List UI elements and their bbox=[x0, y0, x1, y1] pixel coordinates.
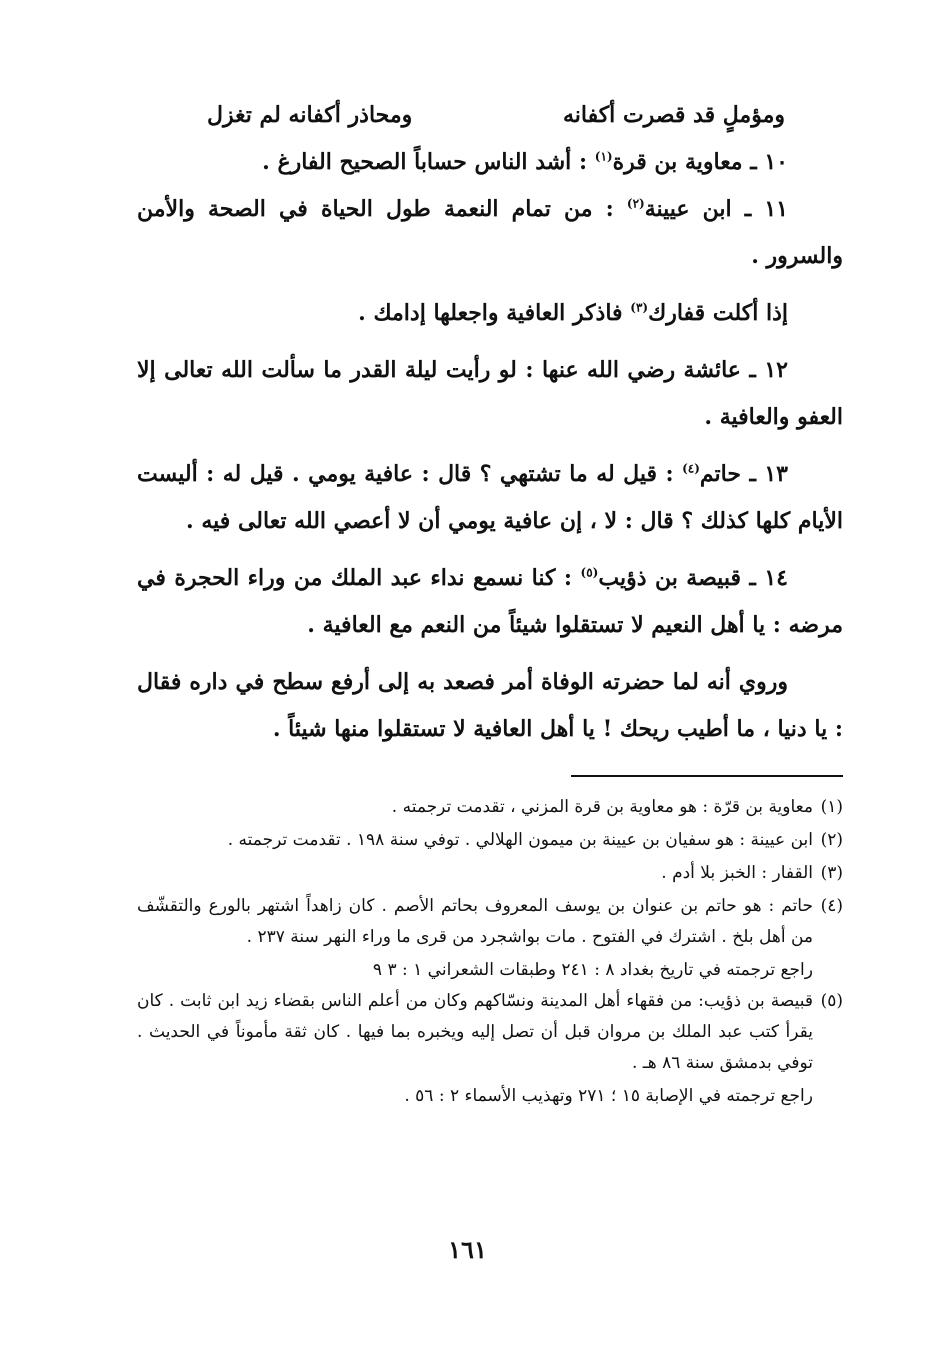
footnote-ref: (٥) bbox=[580, 565, 599, 580]
saying-paragraph: ١٣ ـ حاتم$^{(٤)}$ : قيل له ما تشتهي ؟ قال : عافية يومي . قيل له : أليست الأيام كلها كذلك ؟ قال : لا ، إن عافية يومي أن لا أعصي الله تعالى فيه . bbox=[137, 461, 843, 534]
saying-text: فاذكر العافية واجعلها إدامك . bbox=[358, 300, 623, 326]
verse-first-hemistich: ومؤملٍ قد قصرت أكفانه bbox=[562, 102, 785, 128]
footnote-ref: (٣) bbox=[630, 300, 649, 315]
footnote-reference: راجع ترجمته في الإصابة ١٥ ؛ ٢٧١ وتهذيب الأسماء ٢ : ٥٦ . bbox=[404, 1086, 813, 1106]
saying-number: ١٢ bbox=[764, 357, 788, 383]
footnote-ref: (٤) bbox=[682, 461, 700, 476]
saying-text: : أشد الناس حساباً الصحيح الفارغ . bbox=[262, 149, 588, 175]
saying-text: وروي أنه لما حضرته الوفاة أمر فصعد به إلى أرفع سطح في داره فقال : يا دنيا ، ما أطيب ريحك ! يا أهل العافية لا تستقلوا منها شيئاً . bbox=[137, 669, 843, 742]
footnote-number: (٥) bbox=[820, 991, 843, 1011]
footnote-text: حاتم : هو حاتم بن عنوان بن يوسف المعروف بحاتم الأصم . كان زاهداً اشتهر بالورع والتقشّف من أهل بلخ . اشترك في الفتوح . مات بواشجرد من قرى ما وراء النهر سنة ٢٣٧ . bbox=[137, 896, 813, 947]
saying-paragraph: ١٠ ـ معاوية بن قرة$^{(١)}$ : أشد الناس حساباً الصحيح الفارغ . bbox=[262, 149, 788, 175]
saying-paragraph: ١١ ـ ابن عيينة$^{(٢)}$ : من تمام النعمة طول الحياة في الصحة والأمن والسرور . bbox=[137, 196, 843, 269]
saying-paragraph bbox=[137, 659, 843, 753]
saying-text: : كنا نسمع نداء عبد الملك من وراء الحجرة في مرضه : يا أهل النعيم لا تستقلوا شيئاً من النعم مع العافية . bbox=[137, 565, 843, 638]
footnotes bbox=[137, 792, 843, 1112]
footnote-number: (٤) bbox=[820, 896, 843, 916]
poetry-verse bbox=[137, 92, 843, 139]
saying-number: ١٠ bbox=[764, 149, 788, 175]
verse-second-hemistich: ومحاذر أكفانه لم تغزل bbox=[207, 102, 413, 128]
saying-speaker: ابن عيينة bbox=[644, 196, 732, 222]
saying-speaker: إذا أكلت قفارك bbox=[648, 300, 788, 326]
saying-text: : لو رأيت ليلة القدر ما سألت الله تعالى إلا العفو والعافية . bbox=[137, 357, 843, 430]
footnote bbox=[137, 792, 843, 823]
saying-paragraph: ١٤ ـ قبيصة بن ذؤيب$^{(٥)}$ : كنا نسمع نداء عبد الملك من وراء الحجرة في مرضه : يا أهل النعيم لا تستقلوا شيئاً من النعم مع العافية . bbox=[137, 565, 843, 638]
footnote-number: (٢) bbox=[820, 830, 843, 850]
saying-text: : قيل له ما تشتهي ؟ قال : عافية يومي . قيل له : أليست الأيام كلها كذلك ؟ قال : لا ، إن عافية يومي أن لا أعصي الله تعالى فيه . bbox=[137, 461, 843, 534]
saying-number: ١١ bbox=[764, 196, 788, 222]
footnote-ref: (٢) bbox=[626, 196, 645, 211]
page-number: ١٦١ bbox=[448, 1235, 487, 1264]
main-text bbox=[137, 92, 843, 753]
footnote-text: ابن عيينة : هو سفيان بن عيينة بن ميمون الهلالي . توفي سنة ١٩٨ . تقدمت ترجمته . bbox=[227, 830, 813, 850]
saying-text: : من تمام النعمة طول الحياة في الصحة والأمن والسرور . bbox=[137, 196, 843, 269]
footnote bbox=[137, 986, 843, 1079]
saying-paragraph bbox=[137, 290, 843, 337]
saying-paragraph: ١٢ ـ عائشة رضي الله عنها : لو رأيت ليلة القدر ما سألت الله تعالى إلا العفو والعافية . bbox=[137, 357, 843, 430]
footnote-number: (١) bbox=[820, 797, 843, 817]
footnote-reference: راجع ترجمته في تاريخ بغداد ٨ : ٢٤١ وطبقات الشعراني ١ : ٣ ٩ bbox=[372, 960, 813, 980]
footnote-text: معاوية بن قرّة : هو معاوية بن قرة المزني ، تقدمت ترجمته . bbox=[391, 797, 813, 817]
footnote-separator bbox=[571, 775, 843, 777]
footnote-number: (٣) bbox=[820, 863, 843, 883]
footnote bbox=[137, 858, 843, 889]
saying-speaker: معاوية بن قرة bbox=[612, 149, 743, 175]
footnote-text: القفار : الخبز بلا أدم . bbox=[661, 863, 813, 883]
saying-number: ١٤ bbox=[764, 565, 788, 591]
footnote-text: قبيصة بن ذؤيب: من فقهاء أهل المدينة ونسّاكهم وكان من أعلم الناس بقضاء زيد ابن ثابت . كان يقرأ كتب عبد الملك بن مروان قبل أن تصل إليه ويخبره بما فيها . كان ثقة مأموناً في الحديث . توفي بدمشق سنة ٨٦ هـ . bbox=[137, 991, 813, 1073]
footnote-ref: (١) bbox=[594, 149, 613, 164]
saying-speaker: عائشة رضي الله عنها bbox=[541, 357, 741, 383]
saying-number: ١٣ bbox=[764, 461, 788, 487]
saying-speaker: قبيصة بن ذؤيب bbox=[598, 565, 741, 591]
saying-speaker: حاتم bbox=[699, 461, 741, 487]
footnote bbox=[137, 891, 843, 953]
footnote bbox=[137, 825, 843, 856]
